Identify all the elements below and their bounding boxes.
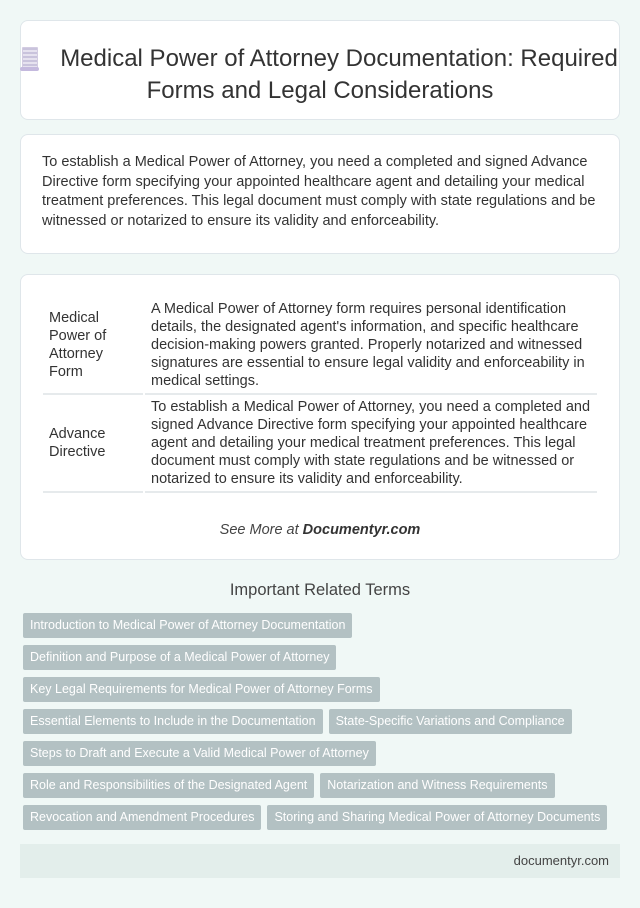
definition-cell: To establish a Medical Power of Attorney, you need a completed and signed Advance Directive form specifying your appointed healthcare agent and detailing your medical treatment preferences. This legal document must comply with state regulations and be witnessed or notarized to ensure its validity and enforceability.	[145, 395, 597, 493]
related-term-tag[interactable]: Role and Responsibilities of the Designated Agent	[23, 773, 314, 798]
definition-cell: A Medical Power of Attorney form requires personal identification details, the designated agent's information, and specific healthcare decision-making powers granted. Properly notarized and witnessed signatures are essential to ensure legal validity and enforceability in medical settings.	[145, 297, 597, 395]
related-term-tag[interactable]: Introduction to Medical Power of Attorney Documentation	[23, 613, 352, 638]
see-more-site[interactable]: Documentyr.com	[302, 522, 421, 538]
page-title-text: Medical Power of Attorney Documentation: Required Forms and Legal Considerations	[60, 45, 618, 104]
table-row	[43, 297, 597, 395]
document-scroll-icon	[22, 47, 38, 69]
related-terms-heading: Important Related Terms	[229, 581, 411, 599]
title-card	[20, 20, 620, 120]
term-cell: Advance Directive	[43, 395, 143, 493]
related-term-tag[interactable]: Notarization and Witness Requirements	[320, 773, 554, 798]
footer-site-link[interactable]: documentyr.com	[513, 853, 609, 868]
page-title	[21, 43, 619, 107]
table-row	[43, 395, 597, 493]
see-more-prefix: See More at	[219, 522, 303, 538]
related-term-tag[interactable]: Key Legal Requirements for Medical Power of Attorney Forms	[23, 677, 380, 702]
related-term-tag[interactable]: Definition and Purpose of a Medical Power of Attorney	[23, 645, 336, 670]
related-term-tag[interactable]: Essential Elements to Include in the Documentation	[23, 709, 323, 734]
related-term-tag[interactable]: Storing and Sharing Medical Power of Attorney Documents	[267, 805, 607, 830]
see-more-link[interactable]	[21, 522, 619, 538]
term-cell: Medical Power of Attorney Form	[43, 297, 143, 395]
related-terms-list	[23, 613, 613, 830]
summary-text: To establish a Medical Power of Attorney, you need a completed and signed Advance Directive form specifying your appointed healthcare agent and detailing your medical treatment preferences. This legal document must comply with state regulations and be witnessed or notarized to ensure its validity and enforceability.	[42, 154, 596, 229]
related-term-tag[interactable]: Steps to Draft and Execute a Valid Medical Power of Attorney	[23, 741, 376, 766]
footer	[20, 844, 620, 878]
summary-card	[20, 134, 620, 254]
related-term-tag[interactable]: State-Specific Variations and Compliance	[329, 709, 572, 734]
definitions-table	[41, 297, 599, 493]
related-term-tag[interactable]: Revocation and Amendment Procedures	[23, 805, 261, 830]
definitions-card	[20, 274, 620, 560]
